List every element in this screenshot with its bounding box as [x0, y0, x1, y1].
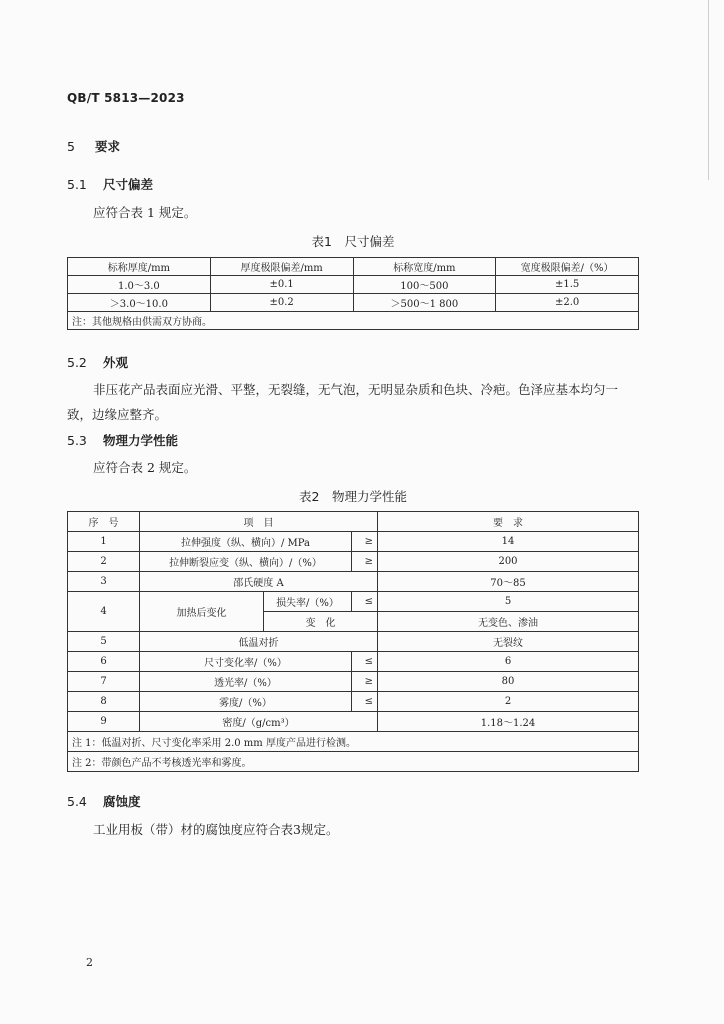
section-5-2-heading	[67, 353, 128, 371]
symbol-cell: ≥	[352, 552, 378, 572]
item-cell: 拉伸断裂应变（纵、横向）/（%）	[140, 552, 352, 572]
section-title: 外观	[103, 355, 129, 370]
row-number: 6	[68, 652, 140, 672]
section-title: 要求	[95, 139, 121, 154]
table-cell: ±2.0	[496, 294, 639, 312]
requirement-cell: 14	[378, 532, 639, 552]
row-number: 2	[68, 552, 140, 572]
section-title: 物理力学性能	[103, 433, 179, 448]
standard-code: QB/T 5813—2023	[67, 91, 185, 105]
requirement-cell: 2	[378, 692, 639, 712]
section-5-3-heading	[67, 431, 178, 449]
requirement-cell: 1.18～1.24	[378, 712, 639, 732]
requirement-cell: 70～85	[378, 572, 639, 592]
sub-item-cell: 损失率/（%）	[264, 592, 352, 612]
row-number: 5	[68, 632, 140, 652]
table-row	[68, 672, 639, 692]
section-number: 5.4	[67, 794, 87, 809]
table-header-row	[68, 258, 639, 276]
row-number: 9	[68, 712, 140, 732]
section-number: 5	[67, 139, 75, 154]
table-row	[68, 294, 639, 312]
sub-item-cell: 变 化	[264, 612, 378, 632]
header-cell: 厚度极限偏差/mm	[210, 258, 353, 276]
table-row	[68, 592, 639, 612]
table-cell: ＞500～1 800	[353, 294, 496, 312]
table-row	[68, 276, 639, 294]
header-cell: 序 号	[68, 512, 140, 532]
table-cell: ±0.1	[210, 276, 353, 294]
page-edge-line	[708, 0, 709, 180]
table-cell: 1.0～3.0	[68, 276, 211, 294]
table-note-row	[68, 752, 639, 772]
section-5-4-heading	[67, 792, 141, 810]
row-number: 4	[68, 592, 140, 632]
table-note-row	[68, 312, 639, 330]
header-cell: 标称厚度/mm	[68, 258, 211, 276]
item-cell: 雾度/（%）	[140, 692, 352, 712]
requirement-cell: 无裂纹	[378, 632, 639, 652]
section-number: 5.1	[67, 177, 87, 192]
item-cell: 低温对折	[140, 632, 378, 652]
requirement-cell: 5	[378, 592, 639, 612]
table-row	[68, 632, 639, 652]
header-cell: 宽度极限偏差/（%）	[496, 258, 639, 276]
item-cell: 加热后变化	[140, 592, 264, 632]
table-row	[68, 652, 639, 672]
item-cell: 透光率/（%）	[140, 672, 352, 692]
page-number: 2	[86, 956, 93, 969]
table-1-caption: 表1 尺寸偏差	[311, 234, 395, 249]
table-row	[68, 532, 639, 552]
item-cell: 邵氏硬度 A	[140, 572, 378, 592]
section-number: 5.2	[67, 355, 87, 370]
section-5-1-text: 应符合表 1 规定。	[93, 205, 197, 220]
table-row	[68, 692, 639, 712]
symbol-cell: ≤	[352, 692, 378, 712]
symbol-cell: ≤	[352, 592, 378, 612]
table-cell: ＞3.0～10.0	[68, 294, 211, 312]
table-note-1: 注 1：低温对折、尺寸变化率采用 2.0 mm 厚度产品进行检测。	[68, 732, 639, 752]
row-number: 1	[68, 532, 140, 552]
header-cell: 项 目	[140, 512, 378, 532]
table-note: 注：其他规格由供需双方协商。	[68, 312, 639, 330]
item-cell: 密度/（g/cm³）	[140, 712, 378, 732]
table-row	[68, 552, 639, 572]
section-number: 5.3	[67, 433, 87, 448]
header-cell: 要 求	[378, 512, 639, 532]
section-5-1-heading	[67, 175, 153, 193]
table-note-2: 注 2：带颜色产品不考核透光率和雾度。	[68, 752, 639, 772]
requirement-cell: 80	[378, 672, 639, 692]
item-cell: 拉伸强度（纵、横向）/ MPa	[140, 532, 352, 552]
symbol-cell: ≥	[352, 532, 378, 552]
row-number: 8	[68, 692, 140, 712]
item-cell: 尺寸变化率/（%）	[140, 652, 352, 672]
table-cell: ±0.2	[210, 294, 353, 312]
section-5-heading	[67, 137, 120, 155]
header-cell: 标称宽度/mm	[353, 258, 496, 276]
table-2-physical-mechanical-properties	[67, 511, 639, 772]
table-row	[68, 572, 639, 592]
table-cell: 100～500	[353, 276, 496, 294]
table-note-row	[68, 732, 639, 752]
symbol-cell: ≥	[352, 672, 378, 692]
requirement-cell: 200	[378, 552, 639, 572]
requirement-cell: 无变色、渗油	[378, 612, 639, 632]
table-1-dimensional-deviation	[67, 257, 639, 330]
table-cell: ±1.5	[496, 276, 639, 294]
section-title: 腐蚀度	[103, 794, 141, 809]
table-row	[68, 712, 639, 732]
section-title: 尺寸偏差	[103, 177, 154, 192]
table-header-row	[68, 512, 639, 532]
table-2-caption: 表2 物理力学性能	[299, 489, 407, 504]
symbol-cell: ≤	[352, 652, 378, 672]
row-number: 3	[68, 572, 140, 592]
row-number: 7	[68, 672, 140, 692]
section-5-4-text: 工业用板（带）材的腐蚀度应符合表3规定。	[93, 822, 339, 837]
requirement-cell: 6	[378, 652, 639, 672]
section-5-3-text: 应符合表 2 规定。	[93, 460, 197, 475]
section-5-2-text: 非压花产品表面应光滑、平整，无裂缝，无气泡，无明显杂质和色块、冷疤。色泽应基本均匀一致，边缘应整齐。	[67, 382, 619, 422]
